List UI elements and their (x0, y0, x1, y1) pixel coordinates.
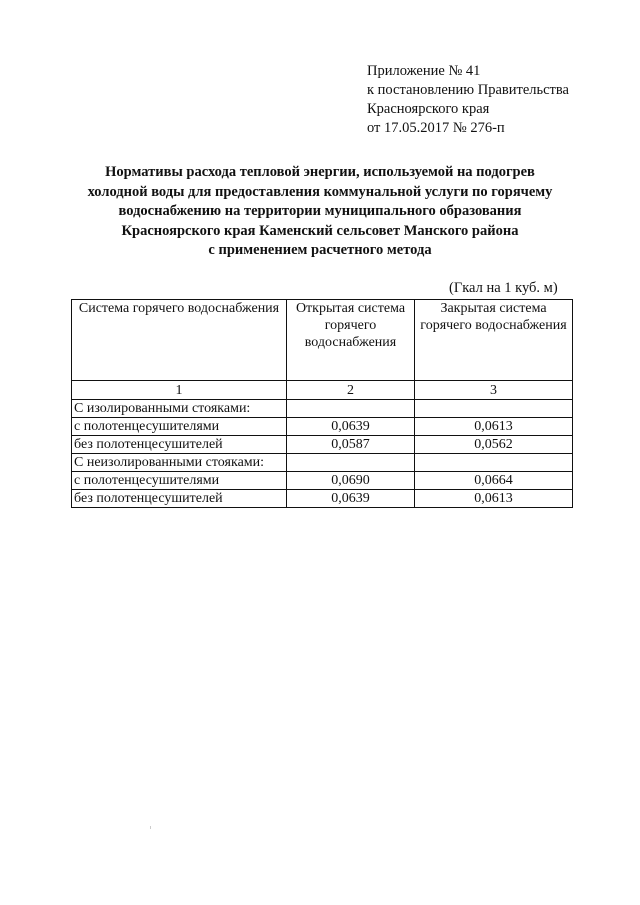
table-row (72, 490, 573, 508)
column-number: 2 (287, 381, 415, 400)
table-row (72, 454, 573, 472)
appendix-line: к постановлению Правительства (367, 82, 569, 98)
column-number: 1 (72, 381, 287, 400)
closed-value: 0,0664 (415, 472, 573, 490)
row-label: с полотенцесушителями (72, 418, 287, 436)
appendix-line: Приложение № 41 (367, 63, 481, 79)
title-line: Нормативы расхода тепловой энергии, используемой на подогрев (105, 164, 535, 180)
header-closed-system: Закрытая система горячего водоснабжения (415, 300, 573, 381)
table-row (72, 436, 573, 454)
document-title (70, 163, 570, 261)
open-value (287, 400, 415, 418)
title-line: водоснабжению на территории муниципального образования (118, 203, 522, 219)
open-value (287, 454, 415, 472)
column-number-row (72, 381, 573, 400)
appendix-line: от 17.05.2017 № 276-п (367, 120, 505, 136)
norms-table (71, 299, 573, 508)
table-row (72, 400, 573, 418)
row-label: С изолированными стояками: (72, 400, 287, 418)
row-label: без полотенцесушителей (72, 436, 287, 454)
title-line: с применением расчетного метода (208, 242, 432, 258)
table-row (72, 418, 573, 436)
appendix-block (367, 62, 569, 138)
closed-value: 0,0562 (415, 436, 573, 454)
row-label: без полотенцесушителей (72, 490, 287, 508)
row-label: С неизолированными стояками: (72, 454, 287, 472)
open-value: 0,0690 (287, 472, 415, 490)
closed-value (415, 454, 573, 472)
open-value: 0,0639 (287, 418, 415, 436)
scan-mark (150, 826, 151, 829)
appendix-line: Красноярского края (367, 101, 490, 117)
open-value: 0,0639 (287, 490, 415, 508)
closed-value: 0,0613 (415, 418, 573, 436)
table-header-row (72, 300, 573, 381)
closed-value: 0,0613 (415, 490, 573, 508)
title-line: холодной воды для предоставления коммунальной услуги по горячему (87, 183, 553, 200)
row-label: с полотенцесушителями (72, 472, 287, 490)
table-row (72, 472, 573, 490)
header-system: Система горячего водоснабжения (72, 300, 287, 381)
open-value: 0,0587 (287, 436, 415, 454)
closed-value (415, 400, 573, 418)
header-open-system: Открытая система горячего водоснабжения (287, 300, 415, 381)
column-number: 3 (415, 381, 573, 400)
title-line: Красноярского края Каменский сельсовет Манского района (121, 222, 519, 239)
units-note: (Гкал на 1 куб. м) (449, 280, 558, 296)
